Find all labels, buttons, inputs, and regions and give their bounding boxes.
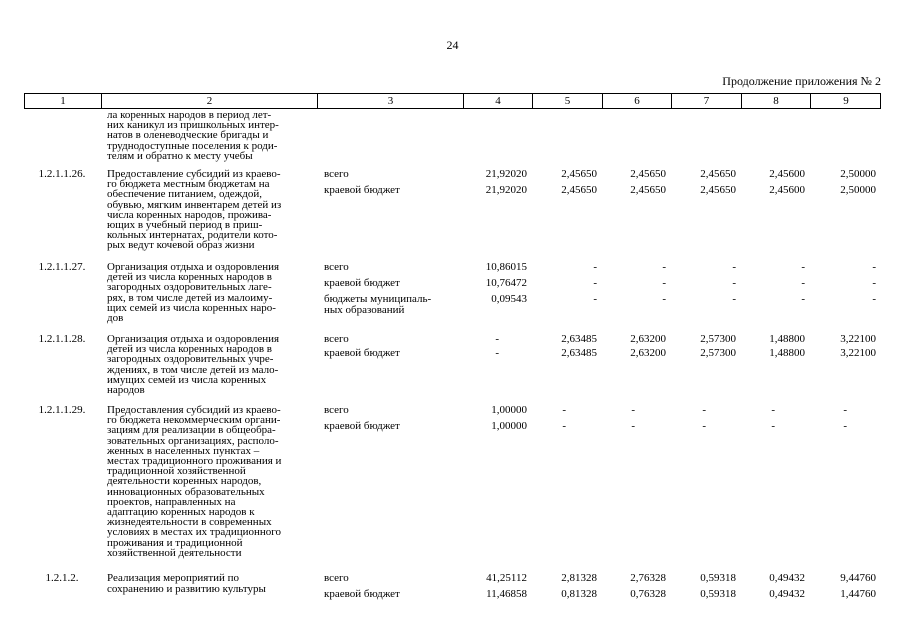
value-col6: - [631, 420, 635, 432]
value-col6: - [662, 277, 666, 289]
value-col7: - [732, 293, 736, 305]
value-col7: 2,57300 [700, 347, 736, 359]
carryover-description: ла коренных народов в период лет- них каникул из пришкольных интер- натов в оленеводческие бригады и труднодоступные поселения к роди- телям и обратно к месту учебы [107, 109, 279, 162]
value-col4: 21,92020 [485, 168, 527, 180]
value-col5: - [593, 293, 597, 305]
value-col8: 2,45600 [769, 184, 805, 196]
column-header-7: 7 [672, 94, 742, 108]
value-col5: 2,45650 [561, 184, 597, 196]
value-col9: - [872, 277, 876, 289]
source-label: всего [324, 572, 349, 584]
column-header-9: 9 [843, 95, 849, 107]
column-header-6: 6 [603, 94, 672, 108]
value-col5: 0,81328 [561, 588, 597, 600]
value-col9: 1,44760 [840, 588, 876, 600]
page-number: 24 [446, 38, 459, 52]
value-col7: 2,45650 [700, 168, 736, 180]
value-col4: - [495, 333, 499, 345]
value-col5: - [593, 261, 597, 273]
value-col7: - [732, 261, 736, 273]
table-header-row [24, 93, 881, 109]
value-col7: 2,57300 [700, 333, 736, 345]
source-label: всего [324, 261, 349, 273]
value-col5: - [562, 420, 566, 432]
value-col6: 2,63200 [630, 333, 666, 345]
source-label: краевой бюджет [324, 184, 400, 196]
value-col8: 1,48800 [769, 347, 805, 359]
row-description: Организация отдыха и оздоровления детей из числа коренных народов в загородных оздоровительных лаге- рях, в том числе детей из малоиму- щих семей из числа коренных наро- дов [107, 261, 280, 325]
value-col8: 1,48800 [769, 333, 805, 345]
value-col8: 2,45600 [769, 168, 805, 180]
row-number: 1.2.1.2. [45, 572, 79, 584]
source-label: всего [324, 168, 349, 180]
value-col5: 2,81328 [561, 572, 597, 584]
row-number: 1.2.1.1.28. [38, 333, 86, 345]
value-col4: 0,09543 [491, 293, 527, 305]
value-col5: - [562, 404, 566, 416]
row-number: 1.2.1.1.27. [38, 261, 86, 273]
value-col6: - [662, 261, 666, 273]
value-col7: 2,45650 [700, 184, 736, 196]
value-col9: - [843, 420, 847, 432]
value-col5: 2,45650 [561, 168, 597, 180]
value-col6: - [631, 404, 635, 416]
row-description: Предоставление субсидий из краево- го бюджета местным бюджетам на обеспечение питанием, одеждой, обувью, мягким инвентарем детей из числа коренных народов, прожива- ющих в учебный период в приш- кольных интернатах, родители кото- рых ведут кочевой образ жизни [107, 168, 282, 252]
value-col4: 10,76472 [485, 277, 527, 289]
source-label: краевой бюджет [324, 347, 400, 359]
value-col8: - [771, 404, 775, 416]
value-col8: 0,49432 [769, 572, 805, 584]
row-description: Организация отдыха и оздоровления детей из числа коренных народов в загородных оздоровительных учре- ждениях, в том числе детей из мало- имущих семей из числа коренных народов [107, 333, 280, 397]
value-col4: - [495, 347, 499, 359]
value-col9: - [872, 261, 876, 273]
row-number: 1.2.1.1.29. [38, 404, 86, 416]
value-col7: - [702, 420, 706, 432]
value-col4: 1,00000 [491, 404, 527, 416]
value-col4: 11,46858 [486, 588, 527, 600]
value-col6: 2,63200 [630, 347, 666, 359]
source-label: краевой бюджет [324, 420, 400, 432]
value-col7: - [702, 404, 706, 416]
value-col9: 3,22100 [840, 333, 876, 345]
row-description: Предоставления субсидий из краево- го бюджета некоммерческим органи- зациям для реализации в общеобра- зовательных организациях, располо- женных в населенных пунктах – местах традиционного проживания и традиционной хозяйственной деятельности коренных народов, инновационных образовательных проектов, направленных на адаптацию коренных народов к жизнедеятельности в современных условиях в местах их традиционного проживания и традиционной хозяйственной деятельности [107, 404, 282, 559]
value-col8: 0,49432 [769, 588, 805, 600]
value-col6: 2,45650 [630, 168, 666, 180]
value-col8: - [801, 261, 805, 273]
column-header-5: 5 [533, 94, 603, 108]
column-header-2: 2 [102, 94, 318, 108]
value-col4: 21,92020 [485, 184, 527, 196]
value-col5: 2,63485 [561, 333, 597, 345]
value-col7: 0,59318 [700, 572, 736, 584]
value-col4: 41,25112 [486, 572, 527, 584]
source-label: краевой бюджет [324, 588, 400, 600]
value-col9: 9,44760 [840, 572, 876, 584]
value-col8: - [771, 420, 775, 432]
source-label: всего [324, 333, 349, 345]
value-col6: 2,76328 [630, 572, 666, 584]
column-header-4: 4 [464, 94, 533, 108]
value-col6: 2,45650 [630, 184, 666, 196]
column-header-3: 3 [318, 94, 464, 108]
value-col8: - [801, 277, 805, 289]
column-header-1: 1 [25, 94, 102, 108]
value-col9: 2,50000 [840, 168, 876, 180]
value-col5: 2,63485 [561, 347, 597, 359]
value-col7: 0,59318 [700, 588, 736, 600]
row-description: Реализация мероприятий по сохранению и развитию культуры [107, 572, 266, 595]
value-col4: 10,86015 [485, 261, 527, 273]
source-label: бюджеты муниципаль- ных образований [324, 293, 432, 316]
value-col9: - [872, 293, 876, 305]
value-col6: 0,76328 [630, 588, 666, 600]
value-col4: 1,00000 [491, 420, 527, 432]
value-col9: 2,50000 [840, 184, 876, 196]
value-col6: - [662, 293, 666, 305]
value-col7: - [732, 277, 736, 289]
value-col8: - [801, 293, 805, 305]
value-col5: - [593, 277, 597, 289]
row-number: 1.2.1.1.26. [38, 168, 86, 180]
value-col9: - [843, 404, 847, 416]
source-label: краевой бюджет [324, 277, 400, 289]
source-label: всего [324, 404, 349, 416]
value-col9: 3,22100 [840, 347, 876, 359]
column-header-8: 8 [742, 94, 811, 108]
continuation-label: Продолжение приложения № 2 [722, 74, 881, 88]
